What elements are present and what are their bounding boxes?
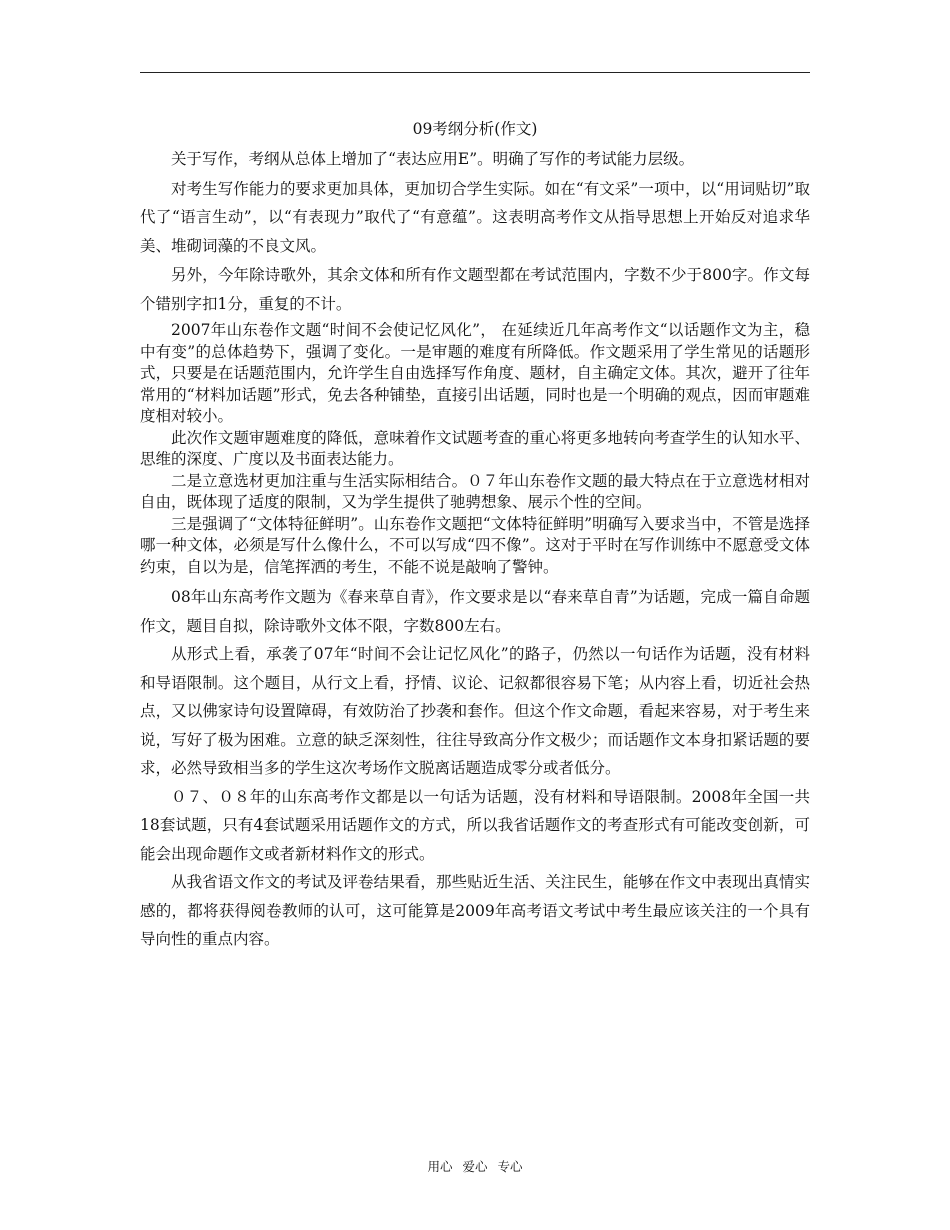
document-title: 09考纲分析(作文) [412,120,538,138]
paragraph-5: 此次作文题审题难度的降低，意味着作文试题考查的重心将更多地转向考查学生的认知水平、思维的深度、广度以及书面表达能力。 [140,428,810,468]
paragraph-11: 从我省语文作文的考试及评卷结果看，那些贴近生活、关注民生，能够在作文中表现出真情实感的，都将获得阅卷教师的认可，这可能算是2009年高考语文考试中考生最应该关注的一个具有导向性的重点内容。 [140,873,810,948]
page-footer: 用心 爱心 专心 [427,1159,523,1174]
paragraph-8: 08年山东高考作文题为《春来草自青》，作文要求是以“春来草自青”为话题，完成一篇自命题作文，题目自拟，除诗歌外文体不限，字数800左右。 [140,588,810,635]
paragraph-6: 二是立意选材更加注重与生活实际相结合。０７年山东卷作文题的最大特点在于立意选材相对自由，既体现了适度的限制，又为学生提供了驰骋想象、展示个性的空间。 [140,471,810,511]
document-body [140,145,810,954]
header-rule [140,72,810,73]
paragraph-2: 对考生写作能力的要求更加具体，更加切合学生实际。如在“有文采”一项中，以“用词贴切”取代了“语言生动”，以“有表现力”取代了“有意蕴”。这表明高考作文从指导思想上开始反对追求华美、堆砌词藻的不良文风。 [140,179,810,255]
paragraph-4: 2007年山东卷作文题“时间不会使记忆风化”， 在延续近几年高考作文“以话题作文为主，稳中有变”的总体趋势下，强调了变化。一是审题的难度有所降低。作文题采用了学生常见的话题形式，只要是在话题范围内，允许学生自由选择写作角度、题材，自主确定文体。其次，避开了往年常用的“材料加话题”形式，免去各种铺垫，直接引出话题，同时也是一个明确的观点，因而审题难度相对较小。 [140,321,810,425]
paragraph-9: 从形式上看，承袭了07年“时间不会让记忆风化”的路子，仍然以一句话作为话题，没有材料和导语限制。这个题目，从行文上看，抒情、议论、记叙都很容易下笔；从内容上看，切近社会热点，又以佛家诗句设置障碍，有效防治了抄袭和套作。但这个作文命题，看起来容易，对于考生来说，写好了极为困难。立意的缺乏深刻性，往往导致高分作文极少；而话题作文本身扣紧话题的要求，必然导致相当多的学生这次考场作文脱离话题造成零分或者低分。 [140,645,810,777]
paragraph-10: ０７、０８年的山东高考作文都是以一句话为话题，没有材料和导语限制。2008年全国一共18套试题，只有4套试题采用话题作文的方式，所以我省话题作文的考查形式有可能改变创新，可能会出现命题作文或者新材料作文的形式。 [140,787,810,863]
paragraph-3: 另外，今年除诗歌外，其余文体和所有作文题型都在考试范围内，字数不少于800字。作文每个错别字扣1分，重复的不计。 [140,266,810,313]
paragraph-1: 关于写作，考纲从总体上增加了“表达应用E”。明确了写作的考试能力层级。 [171,150,695,168]
paragraph-7: 三是强调了“文体特征鲜明”。山东卷作文题把“文体特征鲜明”明确写入要求当中，不管是选择哪一种文体，必须是写什么像什么，不可以写成“四不像”。这对于平时在写作训练中不愿意受文体约束，自以为是，信笔挥洒的考生，不能不说是敲响了警钟。 [140,514,810,576]
